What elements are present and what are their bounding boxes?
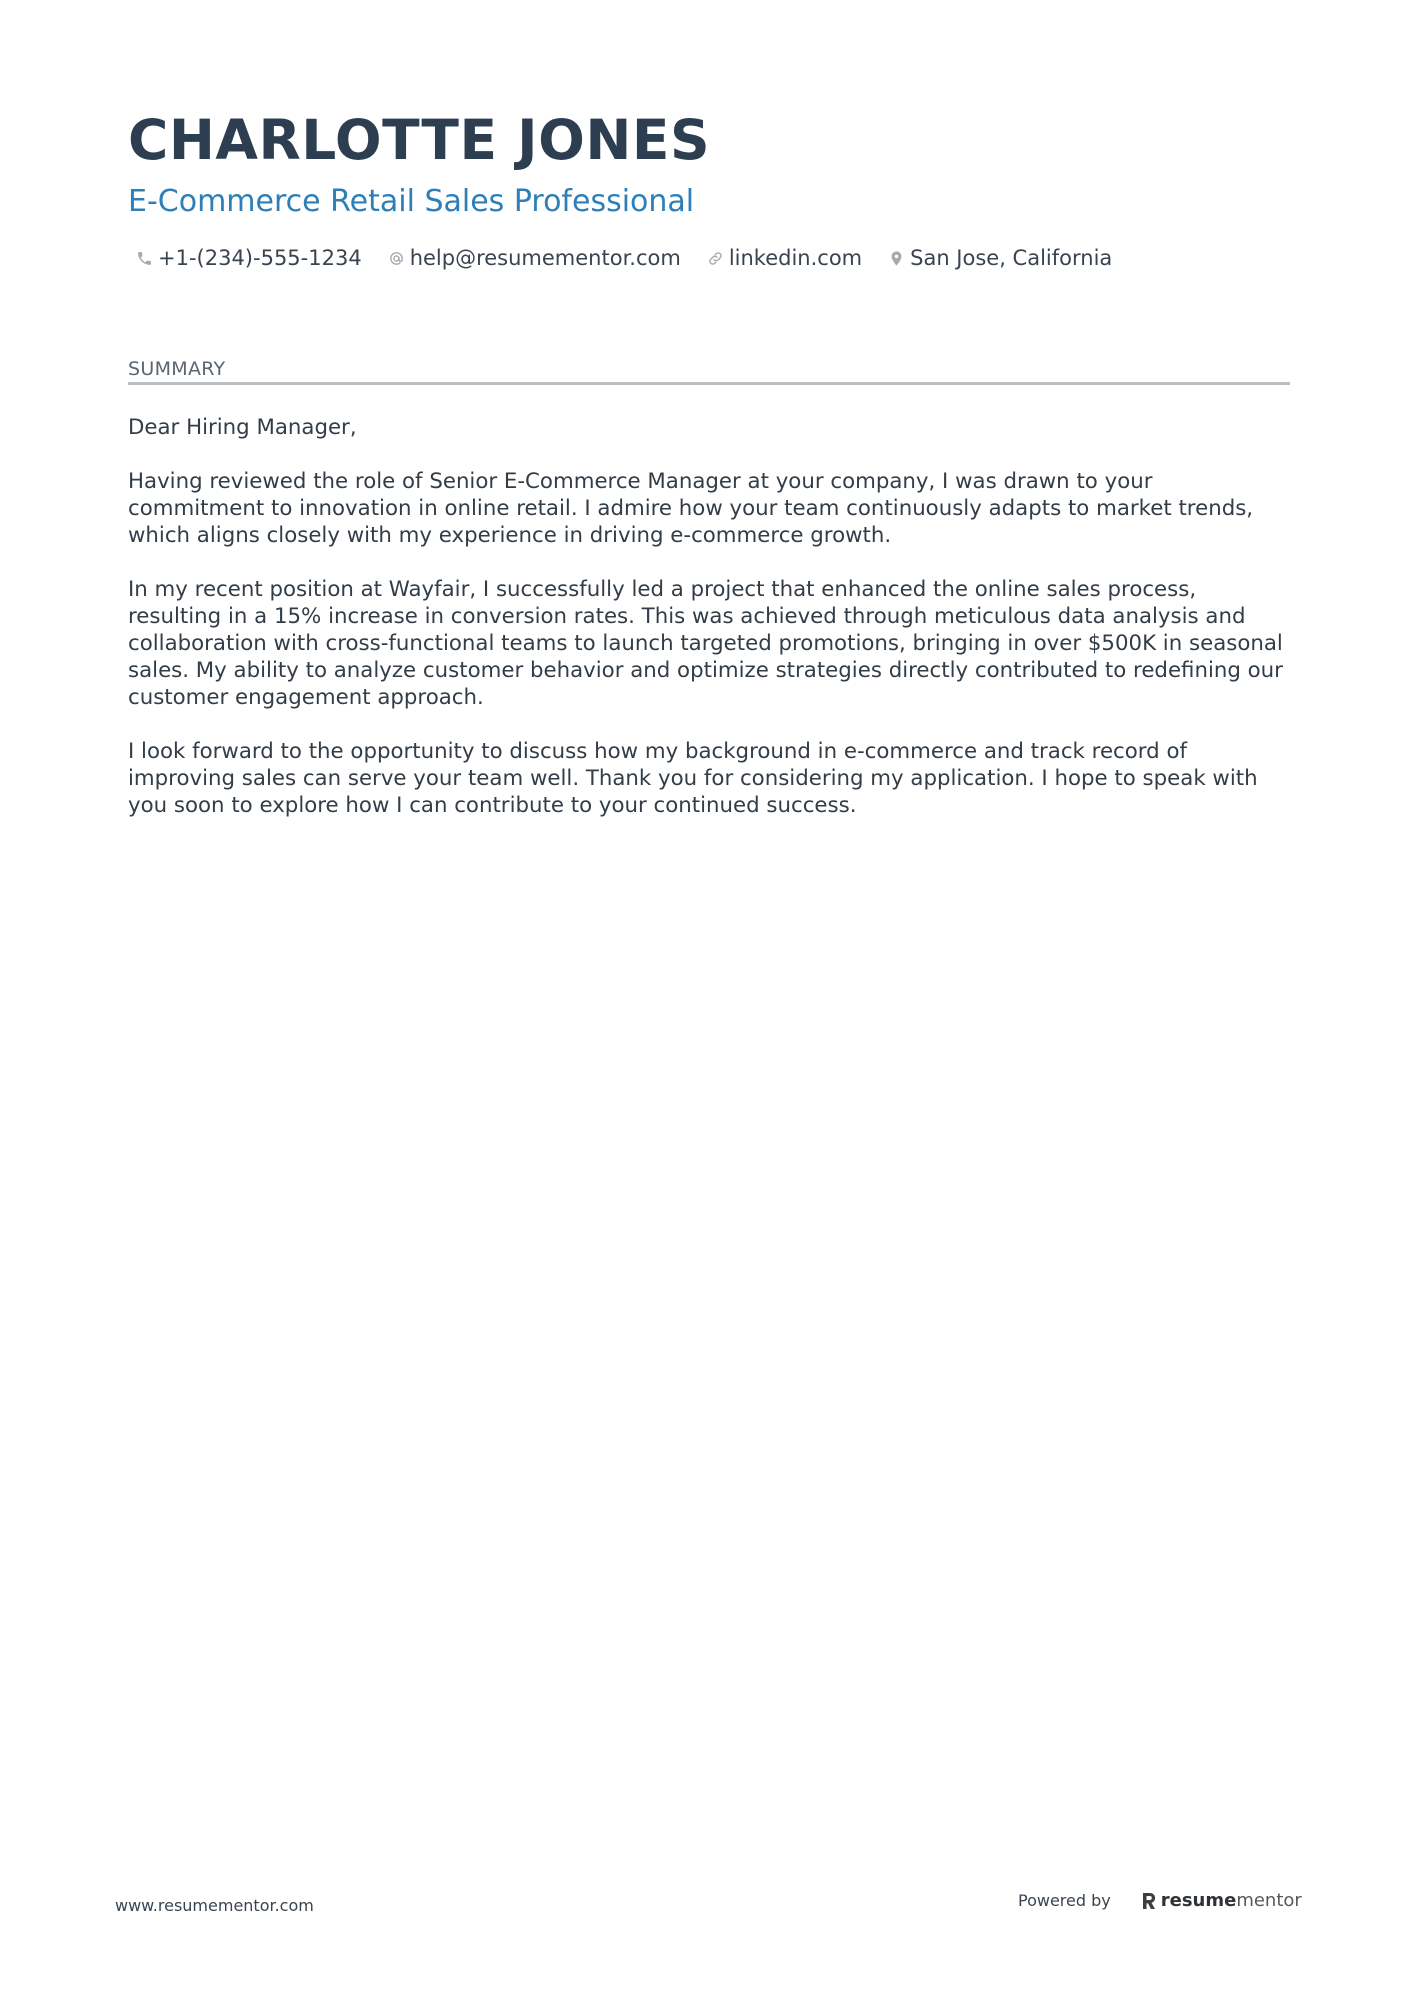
phone-icon [136,250,153,267]
contact-bar [136,246,1138,270]
summary-section-header [128,358,1290,385]
letter-paragraph: I look forward to the opportunity to discuss how my background in e-commerce and track record of improving sales can serve your team well. Thank you for considering my application. I hope to speak with you soon to explore how I can contribute to your continued success. [128,739,1258,818]
brand-name-light: mentor [1236,1890,1302,1911]
footer-branding [1018,1890,1302,1911]
email-text: help@resumementor.com [409,246,681,270]
linkedin-text: linkedin.com [728,246,863,270]
contact-location [888,246,1112,270]
summary-heading: SUMMARY [128,358,226,380]
contact-email [388,246,681,270]
footer-website[interactable]: www.resumementor.com [115,1896,314,1915]
location-pin-icon [888,250,905,267]
letter-paragraph: In my recent position at Wayfair, I successfully led a project that enhanced the online sales process, resulting in a 15% increase in conversion rates. This was achieved through meticulous data analysis and collaboration with cross-functional teams to launch targeted promotions, bringing in over $500K in seasonal sales. My ability to analyze customer behavior and optimize strategies directly contributed to redefining our customer engagement approach. [128,577,1283,710]
contact-phone [136,246,362,270]
resumementor-logo-icon [1141,1891,1157,1911]
cover-letter-body [128,414,1290,846]
phone-text: +1-(234)-555-1234 [158,246,362,270]
letter-paragraph: Having reviewed the role of Senior E-Commerce Manager at your company, I was drawn to your commitment to innovation in online retail. I admire how your team continuously adapts to market trends, which aligns closely with my experience in driving e-commerce growth. [128,469,1254,548]
brand-name-bold: resume [1160,1890,1237,1911]
contact-linkedin [707,246,862,270]
candidate-name: CHARLOTTE JONES [128,108,711,172]
letter-greeting: Dear Hiring Manager, [128,415,357,440]
link-icon [707,250,724,267]
powered-by-label: Powered by [1018,1891,1111,1910]
location-text: San Jose, California [910,246,1113,270]
job-title: E-Commerce Retail Sales Professional [128,184,695,219]
at-icon [388,250,405,267]
